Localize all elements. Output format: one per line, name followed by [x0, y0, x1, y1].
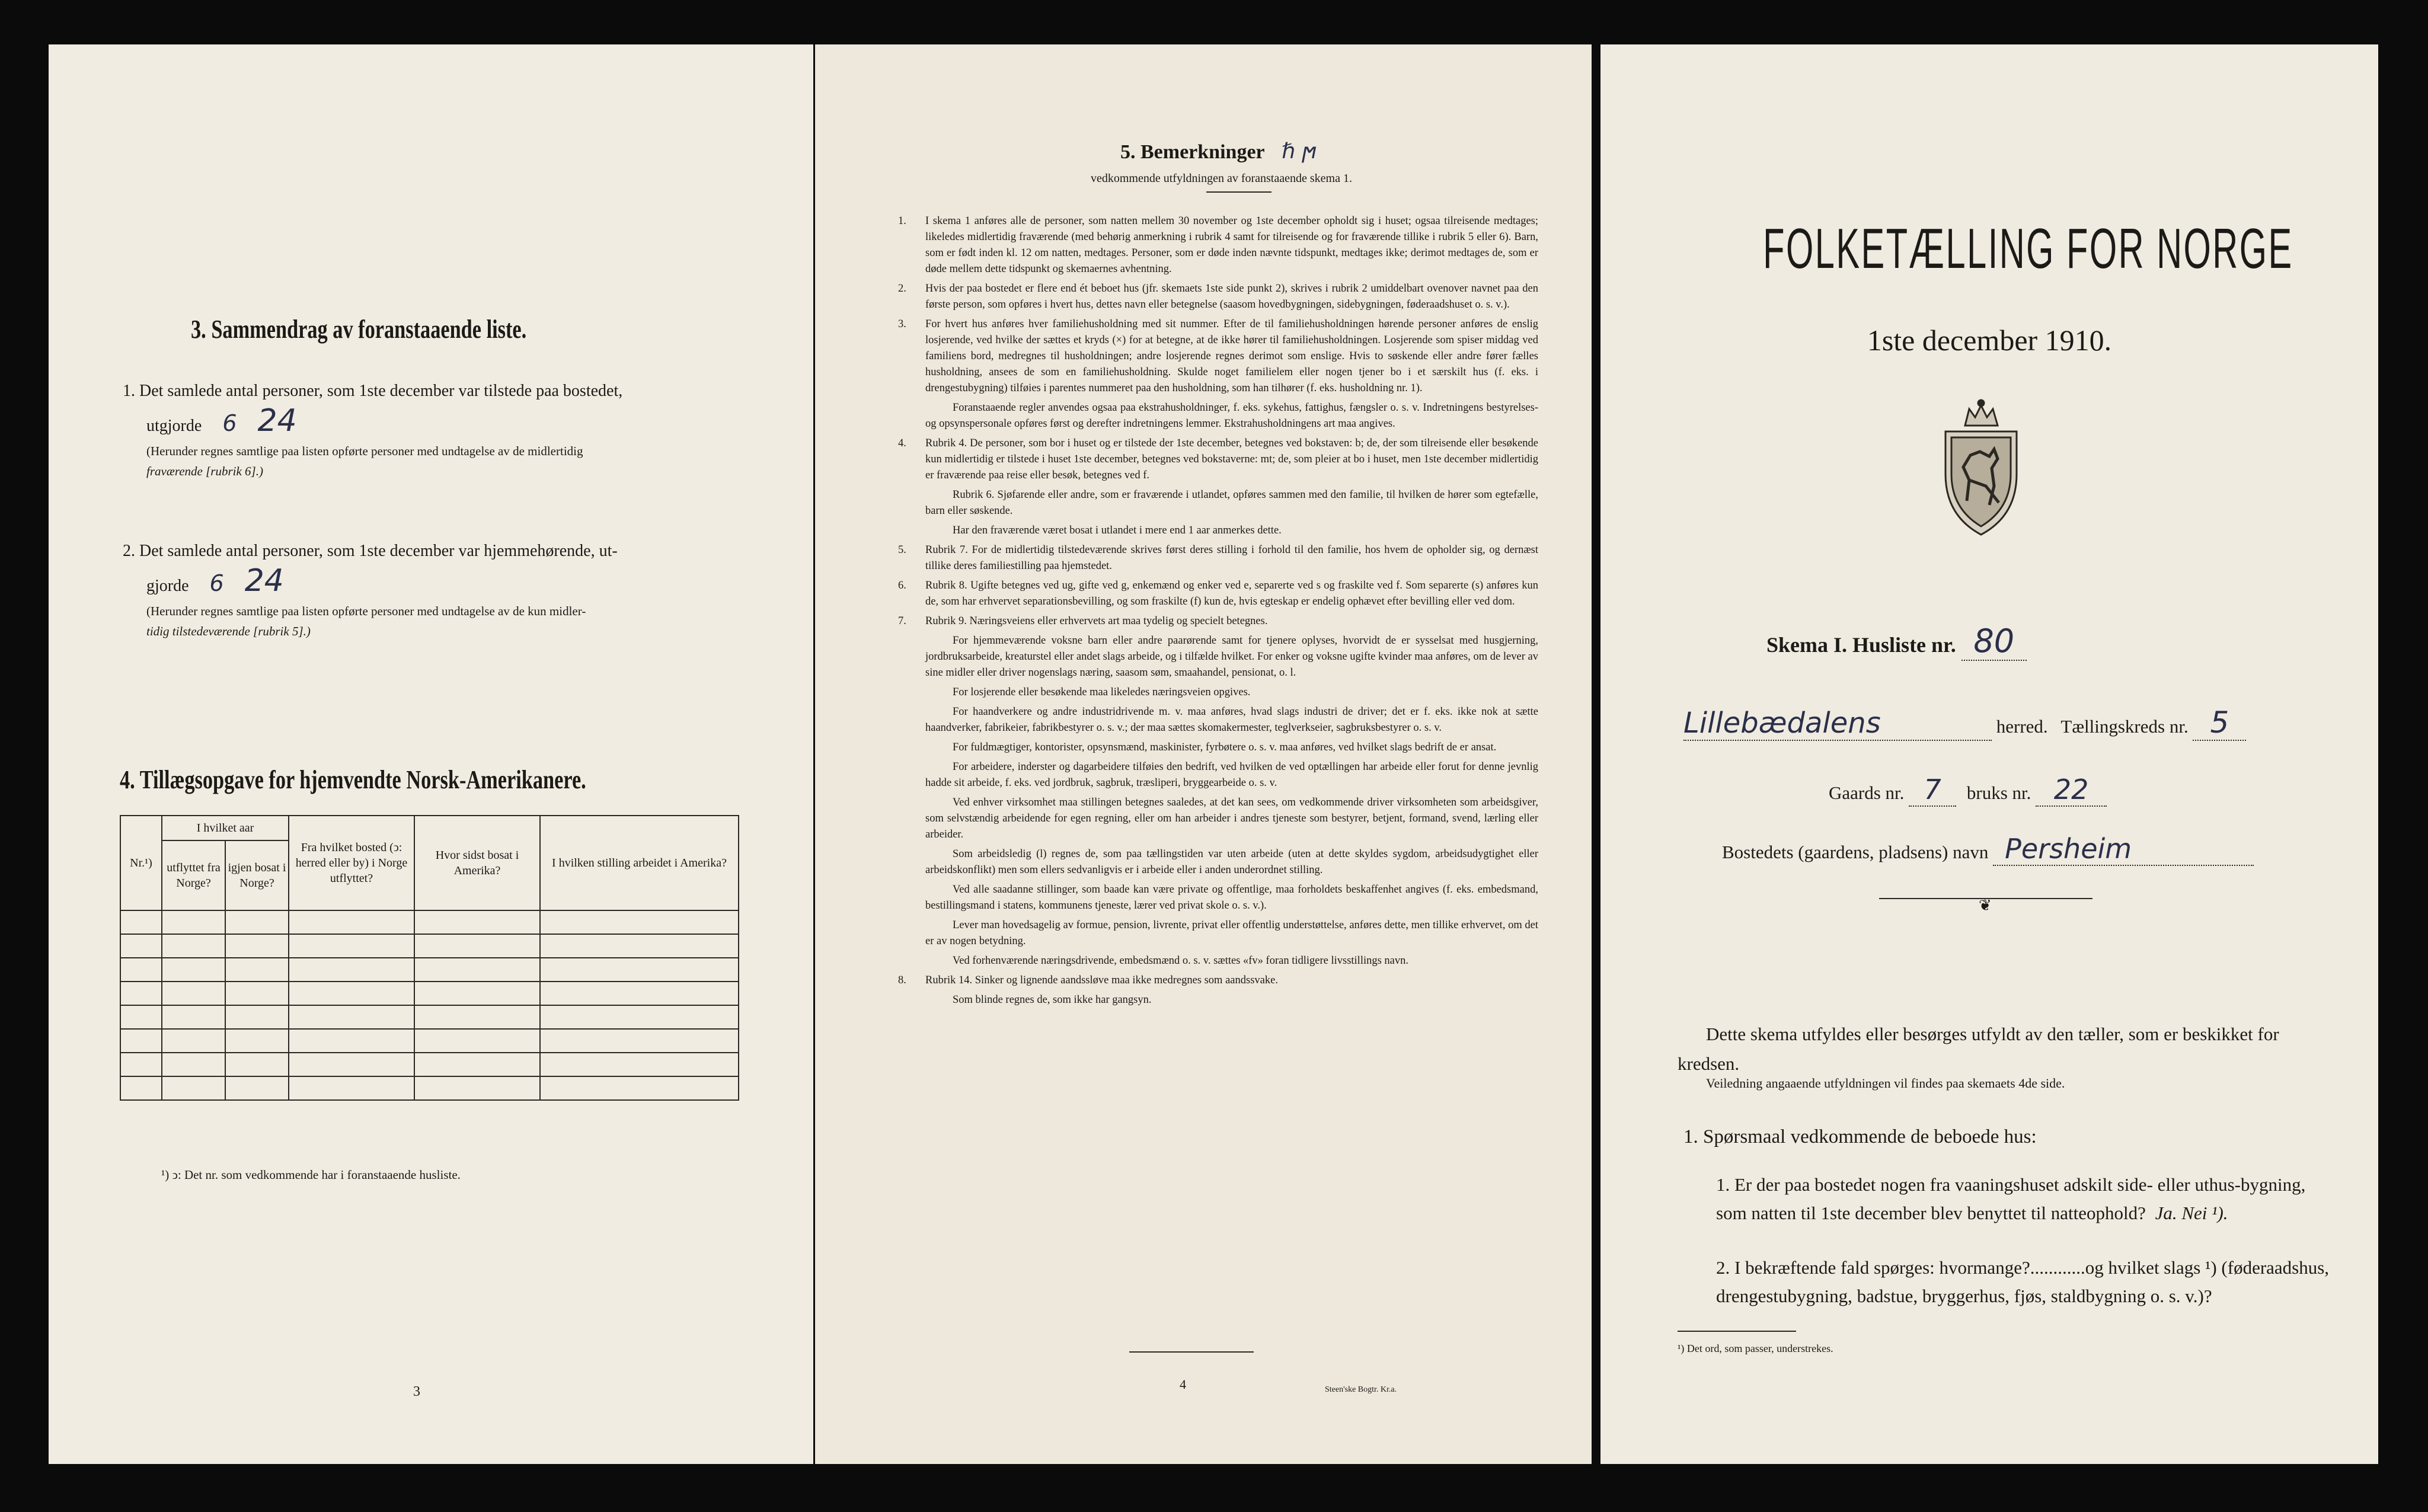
- question-1: 1. Er der paa bostedet nogen fra vaaningshuset adskilt side- eller uthus-bygning, som natten til 1ste december blev benyttet til natteophold? Ja. Nei ¹).: [1716, 1174, 2306, 1223]
- questions-title: 1. Spørsmaal vedkommende de beboede hus:: [1683, 1126, 2037, 1147]
- present-count-handwritten: 24: [257, 403, 297, 439]
- remark-item: Ved alle saadanne stillinger, som baade kan være private og offentlige, maa forholdets beskaffenhet angives (f. eks. embedsmand, bestillingsmand i statens, kommunens tjeneste, lærer ved privat skole o. s. v.).: [925, 884, 1538, 912]
- remark-item: 4. Rubrik 4. De personer, som bor i huset og er tilstede der 1ste december, betegnes ved bokstaven: b; de, der som tilreisende eller besøkende kun midlertidig er tilstede i huset 1ste december, betegnes ved bokstaverne: mt; de, som pleier at bo i huset, men 1ste december midlertidig er fraværende paa reise eller besøk, betegnes ved f.: [898, 437, 1538, 481]
- section-3-title: 3. Sammendrag av foranstaaende liste.: [191, 315, 527, 344]
- page-3: [49, 44, 813, 1464]
- cover-footnote: ¹) Det ord, som passer, understrekes.: [1678, 1342, 1833, 1354]
- divider: [1206, 191, 1271, 193]
- remark-item: Foranstaaende regler anvendes ogsaa paa ekstrahusholdninger, f. eks. sykehus, fattighus, fængsler o. s. v. Indretningens bestyrelses- og opsynspersonale opføres først og derefter indretningens lemmer. Ekstrahusholdningens art maa angives.: [925, 402, 1538, 430]
- remark-item: Ved forhenværende næringsdrivende, embedsmænd o. s. v. sættes «fv» foran tidligere livsstillings navn.: [953, 955, 1409, 967]
- table-row: [120, 934, 739, 958]
- col-last-lived: Hvor sidst bosat i Amerika?: [414, 816, 540, 910]
- col-nr: Nr.¹): [120, 816, 162, 910]
- summary-item-2: 2. Det samlede antal personer, som 1ste december var hjemmehørende, ut- gjorde 6 24 (Herunder regnes samtlige paa listen opførte personer med undtagelse av de kun midler- tidig tilstedeværende [rubrik 5].): [123, 542, 618, 638]
- divider: [1678, 1331, 1796, 1332]
- bruks-value: 22: [2036, 773, 2107, 807]
- norwegian-american-table: [120, 815, 739, 1101]
- remark-item: For hjemmeværende voksne barn eller andre paarørende samt for tjenere oplyses, hvorvidt de er sysselsat med husgjerning, jordbruksarbeide, kreaturstel eller andet slags arbeide, og i tilfælde hvilket. For enker og voksne ugifte kvinder maa anføres, om de lever av sine midler eller driver nogenslags næring, saasom søm, smaahandel, pensionat, o. l.: [925, 635, 1538, 679]
- table-row: [120, 1005, 739, 1029]
- present-count-printed: 6: [222, 410, 237, 436]
- col-year-group: I hvilket aar: [162, 816, 289, 840]
- remark-item: For haandverkere og andre industridrivende m. v. maa anføres, hvad slags industri de driver; det er f. eks. ikke nok at sætte haandverker, fabrikeier, fabrikbestyrer o. s. v.; der maa sættes skomakermester, teglverkseier, sagbruksbestyrer o. s. v.: [925, 706, 1538, 734]
- resident-count-printed: 6: [209, 570, 224, 596]
- gaards-value: 7: [1909, 773, 1956, 807]
- bosted-value: Persheim: [1993, 833, 2254, 866]
- table-row: [120, 958, 739, 982]
- remark-item: 8. Rubrik 14. Sinker og lignende aandssløve maa ikke medregnes som aandssvake.: [898, 974, 1278, 986]
- husliste-number: 80: [1961, 622, 2027, 661]
- remarks-list: [898, 213, 1538, 1012]
- remarks-subtitle: vedkommende utfyldningen av foranstaaende skema 1.: [1091, 172, 1352, 185]
- table-row: [120, 1053, 739, 1076]
- question-2: 2. I bekræftende fald spørges: hvormange?............og hvilket slags ¹) (føderaadshus, drengestubygning, badstue, bryggerhus, fjøs, staldbygning o. s. v.)?: [1716, 1257, 2330, 1306]
- remark-item: 5. Rubrik 7. For de midlertidig tilstedeværende skrives først deres stilling i forhold til den familie, hos hvem de opholder sig, og dernæst tillike deres familiestilling paa hjemstedet.: [898, 544, 1538, 572]
- remark-item: 6. Rubrik 8. Ugifte betegnes ved ug, gifte ved g, enkemænd og enker ved e, separerte ved s og fraskilte ved f. Som separerte (s) anføres kun de, som har erhvervet separationsbevilling, og som fraskilte (f) kun de, hvis egteskap er endelig ophævet efter bevilling eller ved dom.: [898, 580, 1538, 608]
- coat-of-arms-icon: [1932, 397, 2030, 539]
- ornament-icon: ❦: [1979, 897, 1992, 914]
- remark-item: 3. For hvert hus anføres hver familiehusholdning med sit nummer. Efter de til familiehusholdningen hørende personer anføres de enslig losjerende, ved hvilke der sættes et kryds (×) for at betegne, at de ikke hører til familiehusholdningen. Losjerende som spiser middag ved familiens bord, medregnes til husholdningen; andre losjerende regnes derimot som enslige. Hvis to søskende eller andre fører fælles husholdning, ansees de som en familiehusholdning. Skulde noget familielem eller nogen tjener bo i et særskilt hus (f. eks. i drengestubygning) tilføies i parentes nummeret paa den husholdning, som han tilhører (f. eks. husholdning nr. 1).: [898, 318, 1538, 394]
- col-from-where: Fra hvilket bosted (ↄ: herred eller by) i Norge utflyttet?: [289, 816, 414, 910]
- instruction-note: Veiledning angaaende utfyldningen vil findes paa skemaets 4de side.: [1706, 1076, 2065, 1091]
- remark-item: Ved enhver virksomhet maa stillingen betegnes saaledes, at det kan sees, om vedkommende driver virksomheten som arbeidsgiver, som selvstændig arbeidende for egen regning, eller om han arbeider i andres tjeneste som bestyrer, betjent, formand, svend, lærling eller arbeider.: [925, 797, 1538, 840]
- herred-line: Lillebædalens herred. Tællingskreds nr. 5: [1683, 705, 2246, 741]
- divider: [1129, 1351, 1254, 1353]
- remark-item: For fuldmægtiger, kontorister, opsynsmænd, maskinister, fyrbøtere o. s. v. maa anføres, ved hvilket slags bedrift de er ansat.: [953, 741, 1497, 753]
- col-emigrated: utflyttet fra Norge?: [162, 840, 225, 910]
- remark-item: Lever man hovedsagelig av formue, pension, livrente, privat eller offentlig understøttelse, anføres dette, men tillike erhvervet, om det er av nogen betydning.: [925, 919, 1538, 947]
- q1-answer: Ja. Nei ¹).: [2155, 1203, 2228, 1223]
- table-row: [120, 982, 739, 1005]
- remark-item: Rubrik 6. Sjøfarende eller andre, som er fraværende i utlandet, opføres sammen med den familie, til hvilken de hører som egtefælle, barn eller søskende.: [925, 489, 1538, 517]
- table-row: [120, 1029, 739, 1053]
- census-date: 1ste december 1910.: [1867, 324, 2112, 357]
- resident-count-handwritten: 24: [244, 563, 284, 599]
- schema-line: Skema I. Husliste nr. 80: [1766, 622, 2027, 661]
- remark-item: Har den fraværende været bosat i utlandet i mere end 1 aar anmerkes dette.: [953, 525, 1282, 536]
- herred-value: Lillebædalens: [1683, 707, 1992, 741]
- remark-item: For arbeidere, inderster og dagarbeidere tilføies den bedrift, ved hvilken de ved optællingen har arbeide eller forut for denne jevnlig hadde sit arbeide, f. eks. ved jordbruk, sagbruk, træsliperi, bryggearbeide o. s. v.: [925, 761, 1538, 789]
- section-4-title: 4. Tillægsopgave for hjemvendte Norsk-Amerikanere.: [120, 765, 586, 794]
- col-returned: igjen bosat i Norge?: [225, 840, 289, 910]
- table-row: [120, 1076, 739, 1100]
- remark-item: 2. Hvis der paa bostedet er flere end ét beboet hus (jfr. skemaets 1ste side punkt 2), skrives i rubrik 2 umiddelbart ovenover navnet paa den første person, som opføres i hvert hus, dettes navn eller betegnelse (saasom hovedbygningen, sidebygningen, føderaadshuset o. s. v.).: [898, 283, 1538, 311]
- table-footnote: ¹) ↄ: Det nr. som vedkommende har i foranstaaende husliste.: [161, 1168, 461, 1182]
- kreds-value: 5: [2193, 705, 2246, 741]
- page-number-3: 3: [413, 1384, 420, 1399]
- remark-item: 1. I skema 1 anføres alle de personer, som natten mellem 30 november og 1ste december opholdt sig i huset; ogsaa tilreisende medtages; likeledes midlertidig fraværende (med behørig anmerkning i rubrik 4 samt for tilreisende og for fraværende tillike i rubrik 5 eller 6). Barn, som er født inden kl. 12 om natten, medtages. Personer, som er døde inden nævnte tidspunkt, medtages ikke; derimot medtages de, som er døde mellem dette tidspunkt og skemaernes avhentning.: [898, 215, 1538, 275]
- remark-item: Som blinde regnes de, som ikke har gangsyn.: [953, 994, 1152, 1006]
- remark-item: For losjerende eller besøkende maa likeledes næringsveien opgives.: [953, 686, 1251, 698]
- remark-item: 7. Rubrik 9. Næringsveiens eller erhvervets art maa tydelig og specielt betegnes.: [898, 615, 1268, 627]
- page-4: [815, 44, 1592, 1464]
- bosted-line: Bostedets (gaardens, pladsens) navn Persheim: [1722, 833, 2254, 866]
- col-occupation: I hvilken stilling arbeidet i Amerika?: [540, 816, 739, 910]
- remark-item: Som arbeidsledig (l) regnes de, som paa tællingstiden var uten arbeide (uten at dette skyldes sygdom, arbeidsudygtighet eller arbeidskonflikt) men som ellers sedvanligvis er i arbeide eller i anden underordnet stilling.: [925, 848, 1538, 876]
- form-title: FOLKETÆLLING FOR NORGE: [1763, 217, 2293, 280]
- summary-item-1: 1. Det samlede antal personer, som 1ste december var tilstede paa bostedet, utgjorde 6 24 (Herunder regnes samtlige paa listen opførte personer med undtagelse av de midlertidig fraværende [rubrik 6].): [123, 382, 623, 478]
- remarks-title: 5. Bemerkninger ℏ ϻ: [1120, 139, 1316, 164]
- table-row: [120, 910, 739, 934]
- instruction-text: Dette skema utfyldes eller besørges utfyldt av den tæller, som er beskikket for kredsen.: [1678, 1024, 2279, 1074]
- printer-mark: Steen'ske Bogtr. Kr.a.: [1325, 1385, 1397, 1394]
- gaards-line: Gaards nr. 7 bruks nr. 22: [1829, 773, 2107, 807]
- page-number-4: 4: [1180, 1377, 1186, 1392]
- cover-page: [1600, 44, 2378, 1464]
